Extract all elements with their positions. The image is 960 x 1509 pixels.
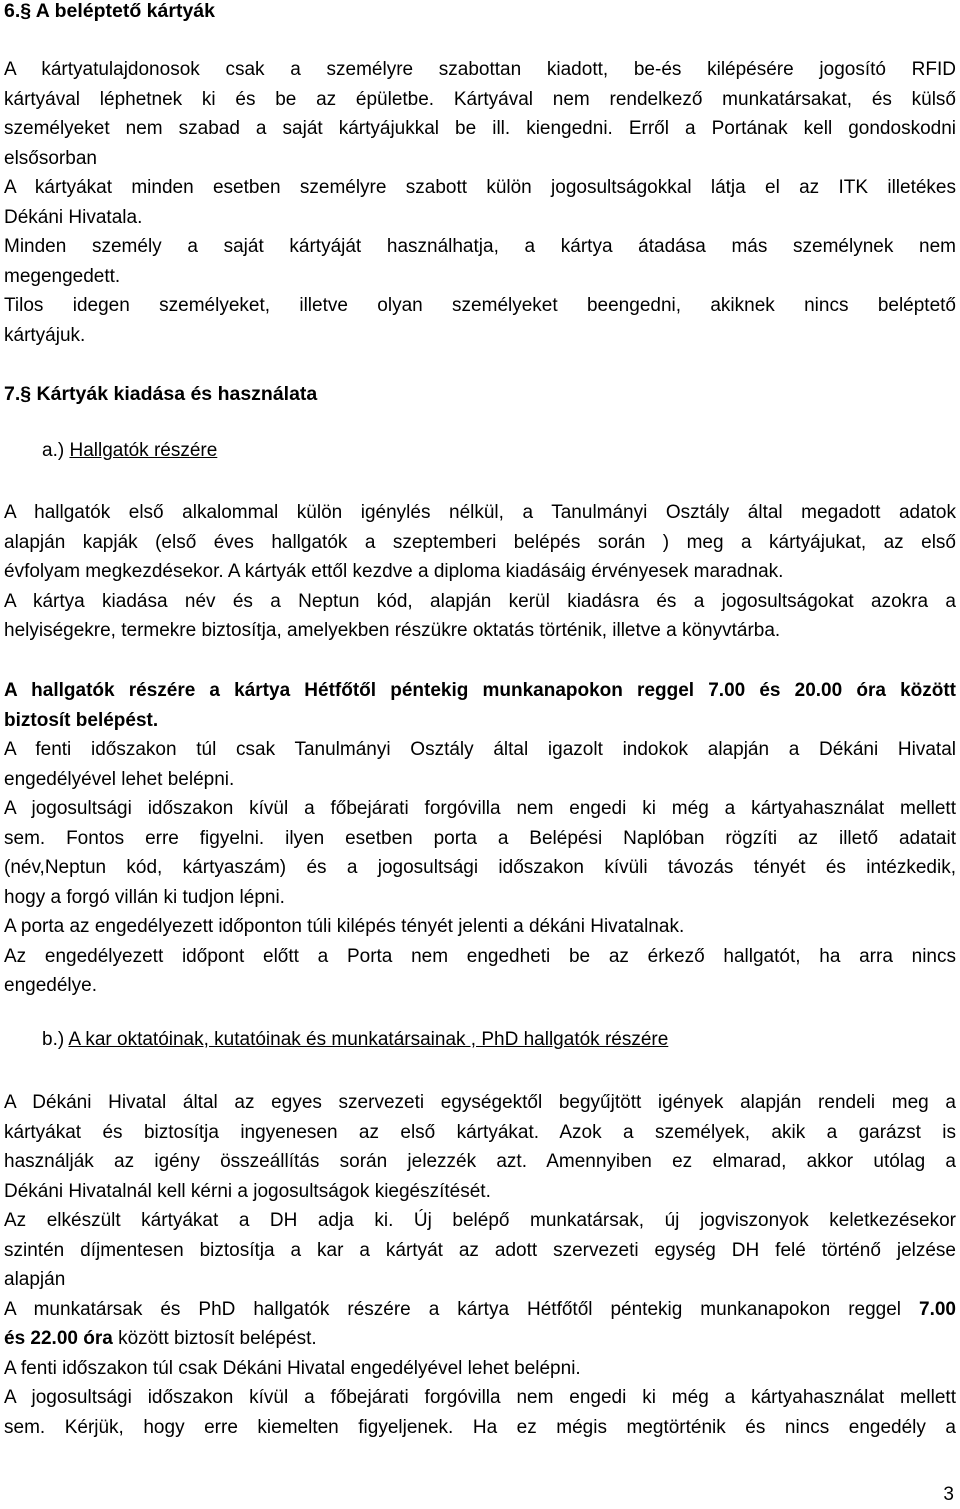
subsection-a-para-2 <box>4 676 956 1001</box>
text-fragment: A munkatársak és PhD hallgatók részére a kártya Hétfőtől péntekig munkanapokon reggel <box>4 1298 920 1320</box>
subsection-a-label: Hallgatók részére <box>69 440 218 461</box>
subsection-a-heading <box>42 440 217 462</box>
text-line: személyeket nem szabad a saját kártyájukkal be ill. kiengedni. Erről a Portának kell gondoskodni <box>4 118 956 139</box>
subsection-b-label: A kar oktatóinak, kutatóinak és munkatársainak , PhD hallgatók részére <box>68 1029 669 1050</box>
subsection-a-para-1 <box>4 498 956 646</box>
text-line: A porta az engedélyezett időponton túli kilépés tényét jelenti a dékáni Hivatalnak. <box>4 916 685 937</box>
section-6-title: 6.§ A beléptető kártyák <box>4 0 215 22</box>
text-line-bold: A hallgatók részére a kártya Hétfőtől péntekig munkanapokon reggel 7.00 és 20.00 óra között <box>4 680 956 701</box>
text-line: sem. Fontos erre figyelni. ilyen esetben porta a Belépési Naplóban rögzíti az illető adatait <box>4 827 956 849</box>
text-line: A hallgatók első alkalommal külön igénylés nélkül, a Tanulmányi Osztály által megadott adatok <box>4 502 956 523</box>
subsection-a-prefix: a.) <box>42 440 65 461</box>
text-line: Az elkészült kártyákat a DH adja ki. Új belépő munkatársak, új jogviszonyok keletkezésekor <box>4 1210 956 1231</box>
text-line: Az engedélyezett időpont előtt a Porta nem engedheti be az érkező hallgatót, ha arra nincs <box>4 945 956 967</box>
text-line: helyiségekre, termekre biztosítja, amelyekben részükre oktatás történik, illetve a könyvtárba. <box>4 620 781 641</box>
page-number: 3 <box>943 1484 954 1505</box>
text-fragment: között biztosít belépést. <box>112 1328 317 1349</box>
text-line: Dékáni Hivatalnál kell kérni a jogosultságok kiegészítését. <box>4 1180 491 1202</box>
text-fragment-bold: és 22.00 óra <box>4 1328 113 1349</box>
text-line: kártyákat és biztosítja ingyenesen az első kártyákat. Azok a személyek, akik a garázst is <box>4 1121 956 1143</box>
section-7-title: 7.§ Kártyák kiadása és használata <box>4 383 318 405</box>
text-line: A fenti időszakon túl csak Dékáni Hivatal engedélyével lehet belépni. <box>4 1357 581 1379</box>
text-line: A fenti időszakon túl csak Tanulmányi Osztály által igazolt indokok alapján a Dékáni Hivatal <box>4 739 956 760</box>
text-line: A kártyatulajdonosok csak a személyre szabottan kiadott, be-és kilépésére jogosító RFID <box>4 59 956 80</box>
text-line: szintén díjmentesen biztosítja a kar a kártyát az adott szervezeti egység DH felé történő jelzése <box>4 1239 956 1261</box>
text-line: használják az igény összeállítás során jelezzék azt. Amennyiben ez elmarad, akkor utólag a <box>4 1151 956 1172</box>
subsection-b-body <box>4 1088 956 1442</box>
text-line: alapján kapják (első éves hallgatók a szeptemberi belépés során ) meg a kártyájukat, az első <box>4 531 956 553</box>
text-line: A jogosultsági időszakon kívül a főbejárati forgóvilla nem engedi ki még a kártyahasználat mellett <box>4 798 956 819</box>
text-line: Tilos idegen személyeket, illetve olyan személyeket beengedni, akiknek nincs beléptető <box>4 295 956 316</box>
text-line: sem. Kérjük, hogy erre kiemelten figyeljenek. Ha ez mégis megtörténik és nincs engedély a <box>4 1416 956 1438</box>
text-line: alapján <box>4 1269 66 1290</box>
section-6-body <box>4 55 956 350</box>
subsection-b-prefix: b.) <box>42 1029 65 1050</box>
text-line: évfolyam megkezdésekor. A kártyák ettől kezdve a diploma kiadásáig érvényesek maradnak. <box>4 561 784 582</box>
text-line-mixed <box>4 1295 956 1325</box>
text-line: engedélye. <box>4 975 97 996</box>
text-line: Dékáni Hivatala. <box>4 206 143 228</box>
text-line: A kártya kiadása név és a Neptun kód, alapján kerül kiadásra és a jogosultságokat azokra a <box>4 590 956 612</box>
text-line: elsősorban <box>4 147 97 169</box>
text-line: A kártyákat minden esetben személyre szabott külön jogosultságokkal látja el az ITK illetékes <box>4 177 956 198</box>
text-line: kártyájuk. <box>4 324 86 346</box>
text-line: (név,Neptun kód, kártyaszám) és a jogosultsági időszakon kívüli távozás tényét és intézkedik, <box>4 857 956 878</box>
text-line: kártyával léphetnek ki és be az épületbe. Kártyával nem rendelkező munkatársakat, és külső <box>4 88 956 110</box>
text-line: A Dékáni Hivatal által az egyes szervezeti egységektől begyűjtött igények alapján rendeli meg a <box>4 1092 956 1113</box>
text-line-mixed <box>4 1324 956 1354</box>
text-fragment-bold: 7.00 <box>919 1298 956 1320</box>
text-line: engedélyével lehet belépni. <box>4 768 235 790</box>
text-line-bold: biztosít belépést. <box>4 709 159 731</box>
text-line: A jogosultsági időszakon kívül a főbejárati forgóvilla nem engedi ki még a kártyahasználat mellett <box>4 1387 956 1408</box>
text-line: Minden személy a saját kártyáját használhatja, a kártya átadása más személynek nem <box>4 236 956 257</box>
text-line: hogy a forgó villán ki tudjon lépni. <box>4 886 285 908</box>
text-line: megengedett. <box>4 265 121 287</box>
subsection-b-heading <box>42 1029 668 1051</box>
